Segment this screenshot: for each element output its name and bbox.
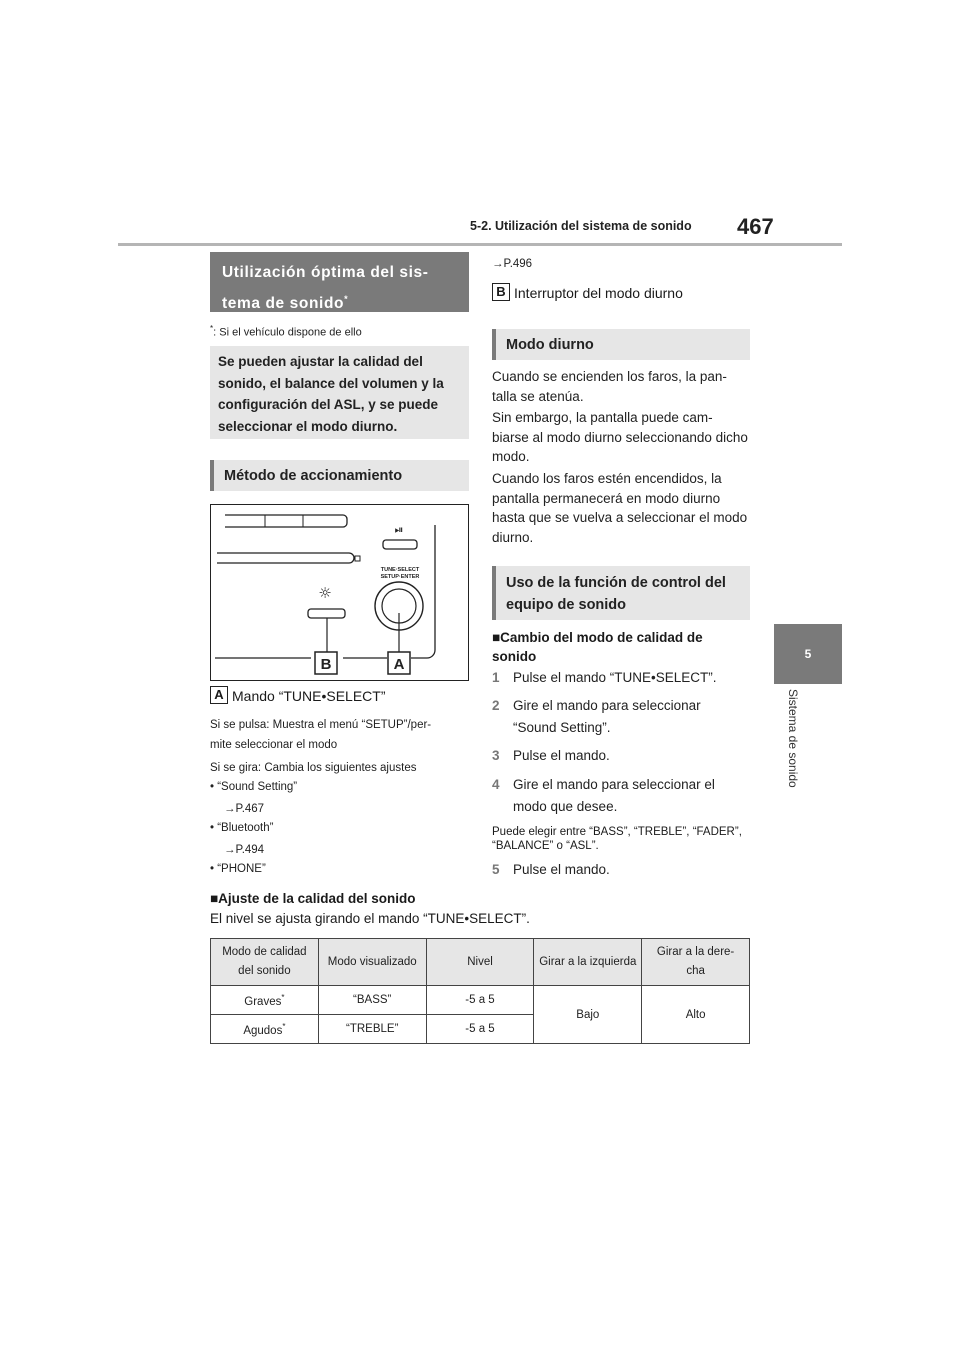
press-line-1: Si se pulsa: Muestra el menú “SETUP”/per- [210,719,432,731]
day-mode-button [308,609,345,618]
diurno-heading: Modo diurno [492,329,750,360]
cell-modo-text: Graves [244,995,282,1008]
display-slot [217,553,354,563]
label-a-box: A [210,686,228,704]
cambio-heading: ■Cambio del modo de calidad de sonido [492,630,703,664]
play-pause-icon: ⏯ [394,523,404,536]
section-title: 5-2. Utilización del sistema de sonido [470,219,692,233]
step-3 [492,748,610,763]
press-line-2: mite seleccionar el modo [210,739,338,751]
indicator-light [355,556,360,561]
cell-derecha: Alto [642,986,750,1044]
ref-page-467: →P.467 [224,803,265,815]
ref-page-494: →P.494 [224,844,265,856]
chapter-tab: 5 [774,624,842,684]
table-header-row [211,939,750,986]
step-4-text: Gire el mando para seleccionar el [513,777,715,792]
label-a-text: Mando “TUNE•SELECT” [232,688,386,704]
cell-nivel: -5 a 5 [426,1015,534,1044]
cell-izquierda: Bajo [534,986,642,1044]
cd-slot [225,515,347,527]
cell-nivel: -5 a 5 [426,986,534,1015]
day-mode-icon: ☼ [318,584,332,602]
banner-line-2 [222,286,457,317]
banner-asterisk: * [344,294,349,304]
turn-line: Si se gira: Cambia los siguientes ajustes [210,762,417,774]
page-number: 467 [737,214,774,239]
footnote-text: : Si el vehículo dispone de ello [213,326,362,339]
step-2-continued: “Sound Setting”. [513,720,611,735]
step-1-number: 1 [492,670,500,685]
setup-enter-label: SETUP·ENTER [380,574,420,580]
chapter-label [786,689,806,809]
diurno-paragraph-3: Cuando los faros estén encendidos, la pantalla permanecerá en modo diurno hasta que se vuelva a seleccionar el modo diurno. [492,471,748,545]
step-2-text: Gire el mando para seleccionar [513,698,701,713]
sound-quality-table [210,938,750,1044]
banner-line-2-text: tema de sonido [222,295,345,313]
chapter-label-text: Sistema de sonido [786,689,800,788]
header-derecha: Girar a la dere- cha [642,939,750,986]
step-3-number: 3 [492,748,500,763]
diurno-paragraph-2: Sin embargo, la pantalla puede cam- biarse al modo diurno seleccionando dicho modo. [492,410,748,464]
step-4-continued: modo que desee. [513,799,618,814]
diurno-paragraph-1: Cuando se encienden los faros, la pan- talla se atenúa. [492,369,727,404]
ref-page-496: →P.496 [492,258,533,270]
header-visualizado: Modo visualizado [318,939,426,986]
step-2-number: 2 [492,698,500,713]
control-panel-illustration [210,504,469,681]
header-izquierda: Girar a la izquierda [534,939,642,986]
step-1-text: Pulse el mando “TUNE•SELECT”. [513,670,717,685]
step-3-text: Pulse el mando. [513,748,610,763]
metodo-heading: Método de accionamiento [210,460,469,491]
cell-visualizado: “TREBLE” [318,1015,426,1044]
play-pause-button [383,540,417,549]
section-banner [210,252,469,312]
step-2 [492,698,701,713]
cell-modo-text: Agudos [243,1024,283,1037]
cell-modo-mark: * [282,1021,286,1031]
cell-visualizado: “BASS” [318,986,426,1015]
elegir-note: Puede elegir entre “BASS”, “TREBLE”, “FADER”, “BALANCE” o “ASL”. [492,826,742,852]
table-row [211,986,750,1015]
step-5 [492,862,610,877]
uso-heading: Uso de la función de control del equipo de sonido [492,566,750,620]
label-b-text: Interruptor del modo diurno [514,285,683,301]
cell-modo-mark: * [281,992,285,1002]
header-modo: Modo de calidad del sonido [211,939,319,986]
label-b-box: B [492,283,510,301]
ajuste-text: El nivel se ajusta girando el mando “TUNE•SELECT”. [210,911,530,926]
footnote [210,324,362,339]
cell-modo [211,1015,319,1044]
bullet-bluetooth: • “Bluetooth” [210,822,274,834]
tune-select-label: TUNE·SELECT [380,567,420,573]
banner-line-1: Utilización óptima del sis- [222,264,429,281]
bullet-sound-setting: • “Sound Setting” [210,781,298,793]
bullet-phone: • “PHONE” [210,863,266,875]
step-4 [492,777,715,792]
callout-a: A [393,656,405,673]
callout-b: B [320,656,332,673]
step-4-number: 4 [492,777,500,792]
cell-modo [211,986,319,1015]
step-1 [492,670,717,685]
summary-box: Se pueden ajustar la calidad del sonido, el balance del volumen y la configuración del ASL, y se puede seleccionar el modo diurno. [210,346,469,439]
footnote-asterisk: * [210,324,214,333]
header-nivel: Nivel [426,939,534,986]
header-divider [118,243,842,246]
panel-drawing [211,505,467,679]
step-5-text: Pulse el mando. [513,862,610,877]
ajuste-heading: ■Ajuste de la calidad del sonido [210,891,416,906]
step-5-number: 5 [492,862,500,877]
